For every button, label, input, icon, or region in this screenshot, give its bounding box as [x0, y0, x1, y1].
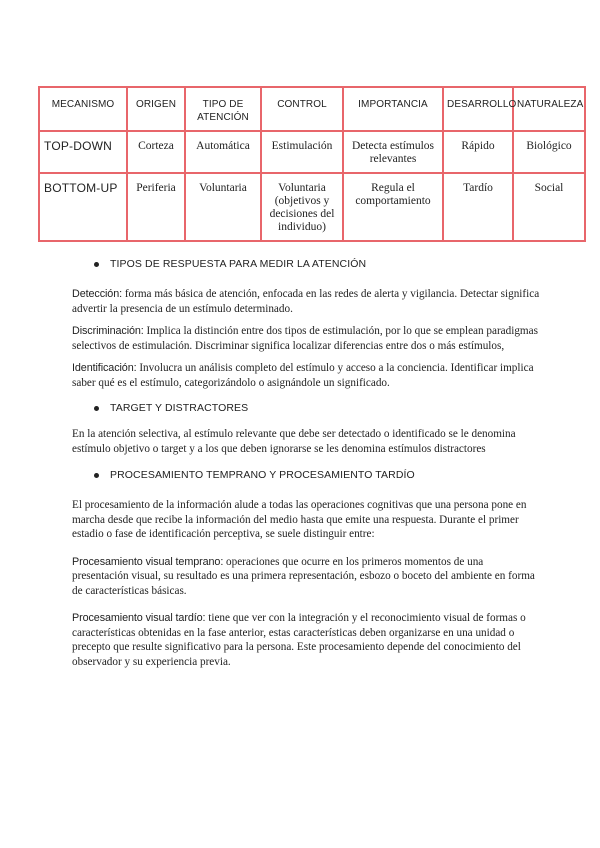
paragraph-early-processing — [72, 555, 542, 599]
cell-importance: Detecta estímulos relevantes — [343, 131, 443, 173]
term-text: operaciones que ocurre en los primeros momentos de una presentación visual, su resultado es una primera representación, esbozo o boceto del ambiente en forma de características básicas. — [72, 555, 535, 597]
term-text: forma más básica de atención, enfocada en las redes de alerta y vigilancia. Detectar significa advertir la presencia de un estímulo determinado. — [72, 288, 540, 315]
header-tipo-atencion: TIPO DE ATENCIÓN — [185, 87, 261, 131]
cell-type: Voluntaria — [185, 173, 261, 241]
header-desarrollo: DESARROLLO — [443, 87, 513, 131]
section-heading-processing: PROCESAMIENTO TEMPRANO Y PROCESAMIENTO TARDÍO — [94, 469, 542, 481]
document-body — [72, 258, 542, 669]
attention-mechanisms-table — [38, 86, 586, 242]
term-label: Identificación: — [72, 362, 137, 374]
header-origen: ORIGEN — [127, 87, 185, 131]
paragraph-late-processing — [72, 611, 542, 669]
cell-origin: Corteza — [127, 131, 185, 173]
cell-nature: Biológico — [513, 131, 585, 173]
cell-control: Estimulación — [261, 131, 343, 173]
table-row — [39, 173, 585, 241]
cell-origin: Periferia — [127, 173, 185, 241]
section-heading-response-types: TIPOS DE RESPUESTA PARA MEDIR LA ATENCIÓN — [94, 258, 542, 270]
paragraph-deteccion — [72, 287, 542, 316]
table-row — [39, 131, 585, 173]
term-label: Procesamiento visual temprano: — [72, 555, 224, 568]
header-control: CONTROL — [261, 87, 343, 131]
header-naturaleza: NATURALEZA — [513, 87, 585, 131]
cell-development: Tardío — [443, 173, 513, 241]
term-text: Involucra un análisis completo del estímulo y acceso a la conciencia. Identificar implica saber qué es el estímulo, categorizándolo o asignándole un significado. — [72, 362, 534, 389]
cell-importance: Regula el comportamiento — [343, 173, 443, 241]
paragraph-discriminacion — [72, 324, 542, 353]
header-mecanismo: MECANISMO — [39, 87, 127, 131]
table-header-row — [39, 87, 585, 131]
term-label: Discriminación: — [72, 325, 144, 337]
cell-development: Rápido — [443, 131, 513, 173]
row-mechanism: BOTTOM-UP — [39, 173, 127, 241]
section-heading-target: TARGET Y DISTRACTORES — [94, 402, 542, 414]
cell-nature: Social — [513, 173, 585, 241]
cell-type: Automática — [185, 131, 261, 173]
term-text: Implica la distinción entre dos tipos de estimulación, por lo que se emplean paradigmas selectivos de estimulación. Discriminar significa localizar diferencias entre dos o más estímulos, — [72, 325, 538, 352]
term-text: tiene que ver con la integración y el reconocimiento visual de formas o características obtenidas en la fase anterior, estas características deben organizarse en una unidad o precepto que resulte significativo para la persona. Este procesamiento depende del conocimiento del observador y su experiencia previa. — [72, 612, 526, 668]
header-importancia: IMPORTANCIA — [343, 87, 443, 131]
cell-control: Voluntaria (objetivos y decisiones del individuo) — [261, 173, 343, 241]
row-mechanism: TOP-DOWN — [39, 131, 127, 173]
paragraph-target: En la atención selectiva, al estímulo relevante que debe ser detectado o identificado se le denomina estímulo objetivo o target y a los que deben ignorarse se les denomina estímulos distractores — [72, 428, 516, 455]
paragraph-identificacion — [72, 361, 542, 390]
term-label: Procesamiento visual tardío: — [72, 612, 206, 624]
term-label: Detección: — [72, 288, 123, 300]
paragraph-processing-intro: El procesamiento de la información alude a todas las operaciones cognitivas que una persona pone en marcha desde que recibe la información del medio hasta que emite una respuesta. Durante el primer estadio o fase de identificación perceptiva, se suele distinguir entre: — [72, 499, 527, 540]
